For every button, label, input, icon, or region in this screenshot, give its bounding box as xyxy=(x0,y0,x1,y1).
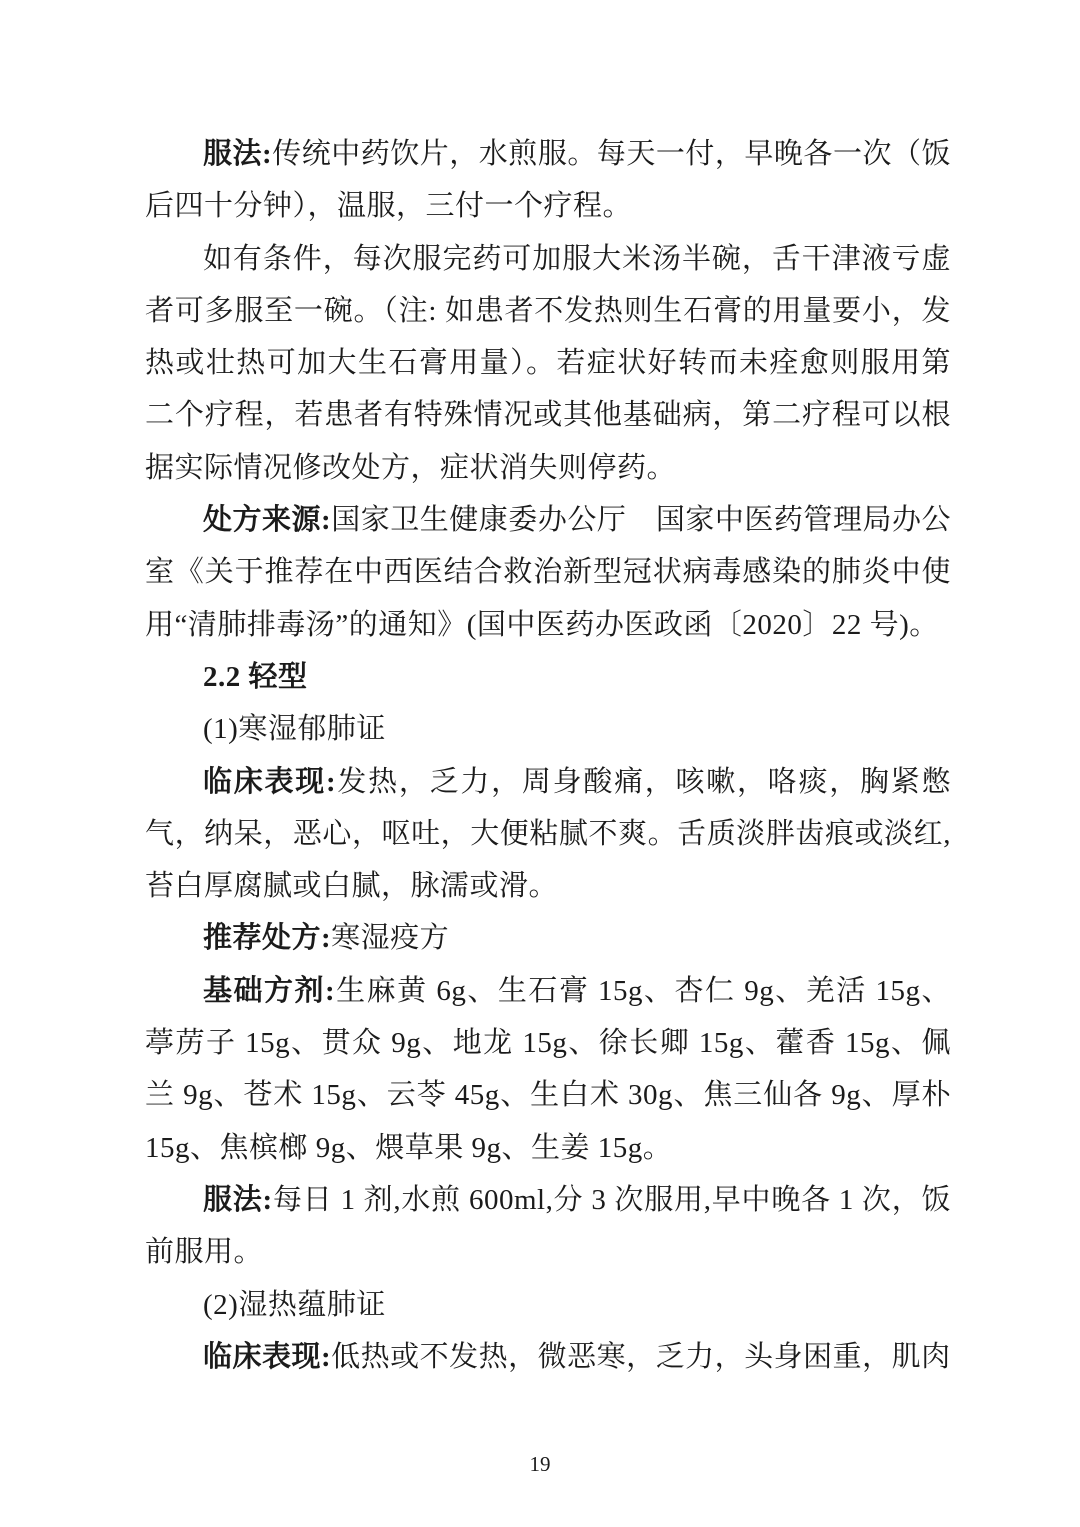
para-recommended-prescription xyxy=(145,912,951,964)
para-serving-method-2 xyxy=(145,1174,951,1279)
para-label: 服法: xyxy=(203,1183,273,1216)
para-label: 临床表现: xyxy=(203,765,337,798)
heading-label: 2.2 轻型 xyxy=(203,660,308,693)
para-text: (1)寒湿郁肺证 xyxy=(203,713,386,746)
para-base-formula xyxy=(145,965,951,1174)
para-text: 国家卫生健康委办公厅 国家中医药管理局办公室《关于推荐在中西医结合救治新型冠状病毒感染的肺炎中使用“清肺排毒汤”的通知》(国中医药办医政函〔2020〕22 号)。 xyxy=(145,504,951,641)
page-number: 19 xyxy=(529,1452,551,1476)
para-text: 寒湿疫方 xyxy=(331,922,450,955)
para-syndrome-2-title xyxy=(145,1279,951,1331)
para-text: 发热，乏力，周身酸痛，咳嗽，咯痰，胸紧憋气，纳呆，恶心，呕吐，大便粘腻不爽。舌质淡胖齿痕或淡红,苔白厚腐腻或白腻，脉濡或滑。 xyxy=(145,765,951,903)
para-label: 服法: xyxy=(203,138,273,170)
para-syndrome-1-title xyxy=(145,703,951,755)
para-text: 如有条件，每次服完药可加服大米汤半碗，舌干津液亏虚者可多服至一碗。（注: 如患者不发热则生石膏的用量要小，发热或壮热可加大生石膏用量）。若症状好转而未痊愈则服用第二个疗程，若患者有特殊情况或其他基础病，第二疗程可以根据实际情况修改处方，症状消失则停药。 xyxy=(145,242,951,484)
para-label: 基础方剂: xyxy=(203,974,336,1007)
para-label: 临床表现: xyxy=(203,1340,332,1373)
para-serving-notes xyxy=(145,233,951,494)
para-clinical-manifestations-1 xyxy=(145,756,951,913)
para-serving-method-1 xyxy=(145,128,951,233)
para-text: 每日 1 剂,水煎 600ml,分 3 次服用,早中晚各 1 次，饭前服用。 xyxy=(145,1183,951,1269)
para-clinical-manifestations-2 xyxy=(145,1331,951,1383)
para-text: (2)湿热蕴肺证 xyxy=(203,1288,386,1321)
para-label: 处方来源: xyxy=(203,504,332,537)
para-prescription-source xyxy=(145,494,951,651)
para-text: 传统中药饮片，水煎服。每天一付，早晚各一次（饭后四十分钟），温服，三付一个疗程。 xyxy=(145,138,951,223)
para-text: 低热或不发热，微恶寒，乏力，头身困重，肌肉 xyxy=(331,1340,951,1373)
document-body xyxy=(145,128,951,1383)
para-label: 推荐处方: xyxy=(203,922,332,955)
para-text: 生麻黄 6g、生石膏 15g、杏仁 9g、羌活 15g、葶苈子 15g、贯众 9g、地龙 15g、徐长卿 15g、藿香 15g、佩兰 9g、苍术 15g、云苓 45g、生白术 30g、焦三仙各 9g、厚朴 15g、焦槟榔 9g、煨草果 9g、生姜 15g。 xyxy=(145,974,951,1164)
heading-2-2-mild-type xyxy=(145,651,951,703)
